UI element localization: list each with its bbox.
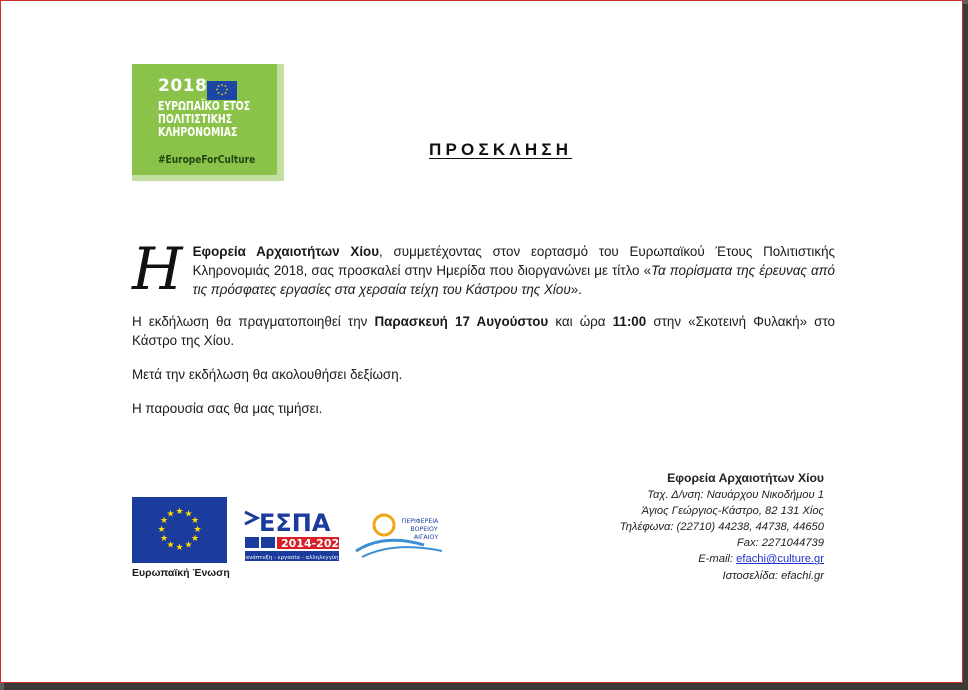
espa-word: ΕΣΠΑ <box>259 509 331 537</box>
paragraph-reception: Μετά την εκδήλωση θα ακολουθήσει δεξίωση. <box>132 367 403 382</box>
contact-website: Ιστοσελίδα: efachi.gr <box>722 569 824 582</box>
event-time: 11:00 <box>612 314 647 329</box>
region-line-1: ΠΕΡΙΦΕΡΕΙΑ <box>401 518 439 525</box>
invitation-body <box>132 235 836 433</box>
logo-line: ΠΟΛΙΤΙΣΤΙΚΗΣ <box>158 112 233 126</box>
contact-block <box>620 470 824 584</box>
svg-text:★: ★ <box>175 507 184 517</box>
region-line-3: ΑΙΓΑΙΟΥ <box>413 534 439 541</box>
eu-stars-icon <box>132 497 227 563</box>
svg-text:★: ★ <box>166 509 175 520</box>
contact-email-label: E-mail: <box>698 553 737 566</box>
contact-fax: Fax: 2271044739 <box>736 537 824 550</box>
paragraph-intro: Η Εφορεία Αρχαιοτήτων Χίου, συμμετέχοντας στον εορτασμό του Ευρωπαϊκού Έτους Πολιτιστικής Κληρονομιάς 2018, σας προσκαλεί στην Ημερίδα που διοργανώνει με τίτλο «Τα πορίσματα της έρευνας από τις πρόσφατες εργασίες στα χερσαία τείχη του Κάστρου της Χίου». <box>132 235 836 303</box>
contact-address: Άγιος Γεώργιος-Κάστρο, 82 131 Χίος <box>641 505 824 518</box>
svg-text:★: ★ <box>190 516 200 526</box>
espa-tagline: ανάπτυξη - εργασία - αλληλεγγύη <box>245 555 339 561</box>
org-name: Εφορεία Αρχαιοτήτων Χίου <box>192 244 380 259</box>
page-title: ΠΡΟΣΚΛΗΣΗ <box>429 140 573 159</box>
svg-text:★: ★ <box>159 516 169 526</box>
logo-hashtag: #EuropeForCulture <box>158 153 256 166</box>
page-shadow <box>4 683 968 690</box>
paragraph-details: Η εκδήλωση θα πραγματοποιηθεί την Παρασκευή 17 Αυγούστου και ώρα 11:00 στην «Σκοτεινή Φυλακή» στο Κάστρο της Χίου. <box>132 314 835 348</box>
contact-org: Εφορεία Αρχαιοτήτων Χίου <box>667 471 824 485</box>
region-line-2: ΒΟΡΕΙΟΥ <box>410 526 438 533</box>
eu-flag-icon <box>207 81 237 100</box>
svg-text:★: ★ <box>184 509 193 520</box>
contact-phones: Τηλέφωνα: (22710) 44238, 44738, 44650 <box>619 521 824 534</box>
espa-years: 2014-2020 <box>281 537 343 550</box>
paragraph-closing: Η παρουσία σας θα μας τιμήσει. <box>132 401 323 416</box>
svg-text:★: ★ <box>166 540 175 551</box>
event-date: Παρασκευή 17 Αυγούστου <box>374 314 549 329</box>
svg-text:★: ★ <box>175 543 184 553</box>
svg-text:★: ★ <box>193 525 202 535</box>
drop-cap: Η <box>132 235 183 303</box>
svg-text:★: ★ <box>157 525 166 535</box>
logo-year: 2018 <box>158 76 208 96</box>
north-aegean-region-logo <box>354 511 449 563</box>
logo-line: ΚΛΗΡΟΝΟΜΙΑΣ <box>158 125 238 139</box>
logo-line: ΕΥΡΩΠΑΪΚΟ ΕΤΟΣ <box>158 99 251 113</box>
event-title: Τα πορίσματα της έρευνας από τις πρόσφατες εργασίες στα χερσαία τείχη του Κάστρου της Χίου <box>192 263 836 297</box>
page-shadow <box>963 4 968 690</box>
eu-label: Ευρωπαϊκή Ένωση <box>132 567 230 579</box>
espa-logo <box>243 504 343 574</box>
contact-email-link[interactable]: efachi@culture.gr <box>736 553 824 566</box>
svg-text:★: ★ <box>184 540 193 551</box>
svg-text:★: ★ <box>159 534 169 544</box>
contact-address: Ταχ. Δ/νση: Ναυάρχου Νικοδήμου 1 <box>647 489 824 502</box>
european-year-cultural-heritage-logo <box>132 64 284 183</box>
eu-flag-logo <box>132 497 227 563</box>
svg-text:★: ★ <box>190 534 200 544</box>
